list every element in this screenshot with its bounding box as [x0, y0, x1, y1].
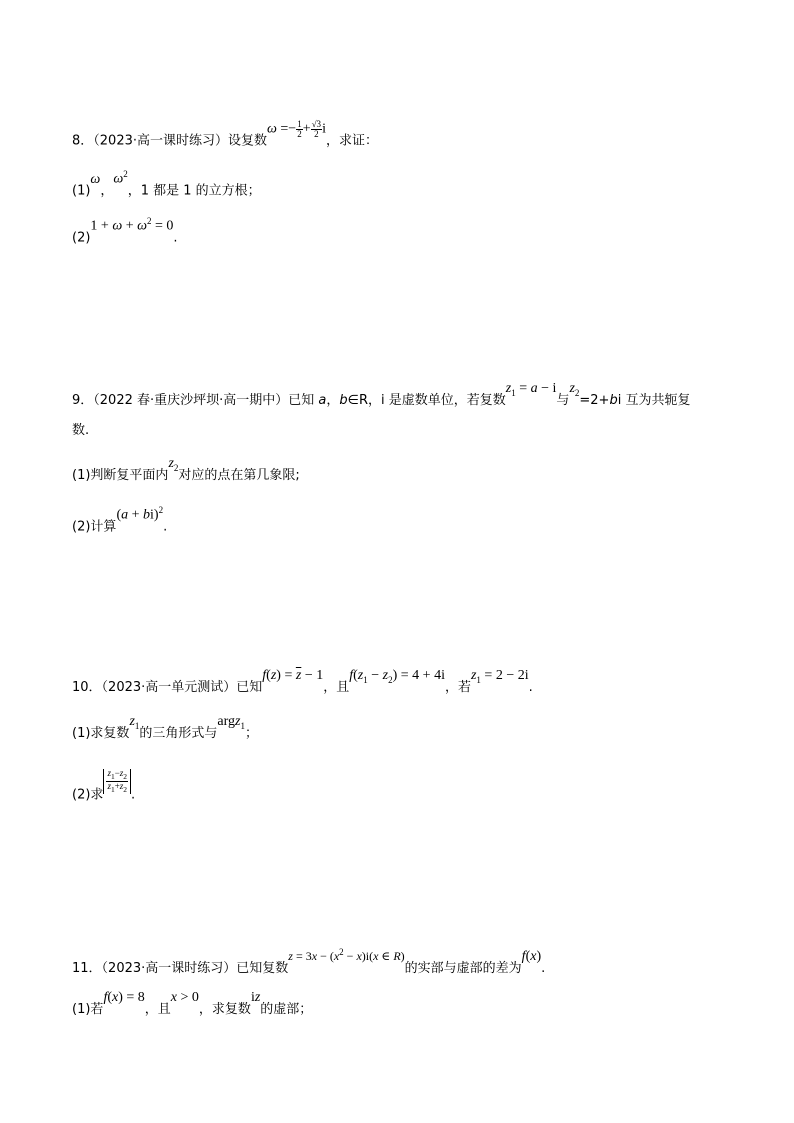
- problem-source: （2022 春·重庆沙坪坝·高一期中）: [93, 393, 289, 408]
- omega-squared: $\omega^2$: [113, 169, 128, 187]
- problem-10-stem: 10．（2023·高一单元测试）已知$f(z) = \overline{z} - 1$，且$f(z_1 - z_2) = 4 + 4i$，若$z_1 = 2 - 2i$.: [72, 668, 533, 695]
- z2-symbol: $z_2$: [168, 456, 179, 473]
- problem-11-stem: 11．（2023·高一课时练习）已知复数$z = 3x - (x^2 - x)i(x$ ∈ R)的实部与虚部的差为f(x).: [72, 956, 545, 977]
- problem-9-part-1: (1)判断复平面内$z_2$对应的点在第几象限;: [72, 456, 300, 483]
- z1-value: $z_1 = 2 - 2i$: [470, 668, 529, 685]
- problem-9-stem-line2: 数.: [72, 423, 90, 438]
- problem-8-part-2: $(2)1 + \omega + \omega^2 = 0$.: [72, 225, 178, 247]
- problem-number: 10．: [72, 680, 102, 695]
- omega-sum-equation: $1 + \omega + \omega^2 = 0$: [90, 216, 174, 234]
- abs-fraction: $\frac{z_1-z_2}{z_1+z_2}$: [103, 769, 131, 794]
- problem-9-part-2: (2)计算(a + bi)$^2$.: [72, 514, 167, 536]
- problem-8-part-1: (1)ω，$\omega^2$，1 都是 1 的立方根；: [72, 178, 261, 200]
- f-of-difference-equation: $f(z_1 - z_2) = 4 + 4i$: [349, 668, 445, 685]
- problem-source: （2023·高一课时练习）: [93, 133, 228, 149]
- z1-equation: $z_1 = a - i$: [505, 381, 557, 398]
- problem-source: （2023·高一单元测试）: [101, 680, 237, 695]
- problem-11-part-1: (1)若f(x) = 8，且x > 0，求复数iz的虚部；: [72, 990, 313, 1017]
- x-greater-than-zero: x > 0: [170, 990, 199, 1005]
- omega-symbol: ω: [90, 171, 101, 187]
- omega-definition: ω =− $\frac{1}{2}$ + $\frac{√3}{2}$ i: [267, 119, 326, 139]
- f-of-x: f(x): [521, 949, 542, 964]
- problem-number: 11．: [72, 961, 102, 976]
- z-definition: $z = 3x - (x^2 - x)i(x$ ∈ R): [288, 947, 405, 963]
- problem-number: 9．: [72, 393, 94, 408]
- f-of-z-definition: $f(z) = \overline{z} - 1$: [262, 668, 324, 683]
- problem-source: （2023·高一课时练习）: [101, 961, 237, 976]
- problem-number: 8．: [72, 133, 94, 149]
- problem-10-part-2: (2)求 $\frac{z_1-z_2}{z_1+z_2}$ .: [72, 768, 136, 803]
- problem-8-stem: 8．（2023·高一课时练习）设复数ω =− $\frac{1}{2}$ + $\frac{√3}{2}$ i，求证：: [72, 119, 378, 149]
- z2-symbol: $z_2$: [569, 381, 580, 398]
- problem-10-part-1: (1)求复数$z_1$的三角形式与argz$_1$；: [72, 714, 258, 741]
- a-plus-bi-squared: (a + bi)$^2$: [116, 505, 164, 523]
- f-of-x-equals-8: f(x) = 8: [103, 990, 145, 1005]
- iz-symbol: iz: [250, 990, 261, 1005]
- z1-symbol: $z_1$: [129, 714, 140, 731]
- arg-z1: argz$_1$: [217, 714, 245, 731]
- problem-9-stem: 9．（2022 春·重庆沙坪坝·高一期中）已知 a，b∈R，i 是虚数单位，若复数$z_1 = a - i$与$z_2=2+bi$ 互为共轭复: [72, 381, 691, 408]
